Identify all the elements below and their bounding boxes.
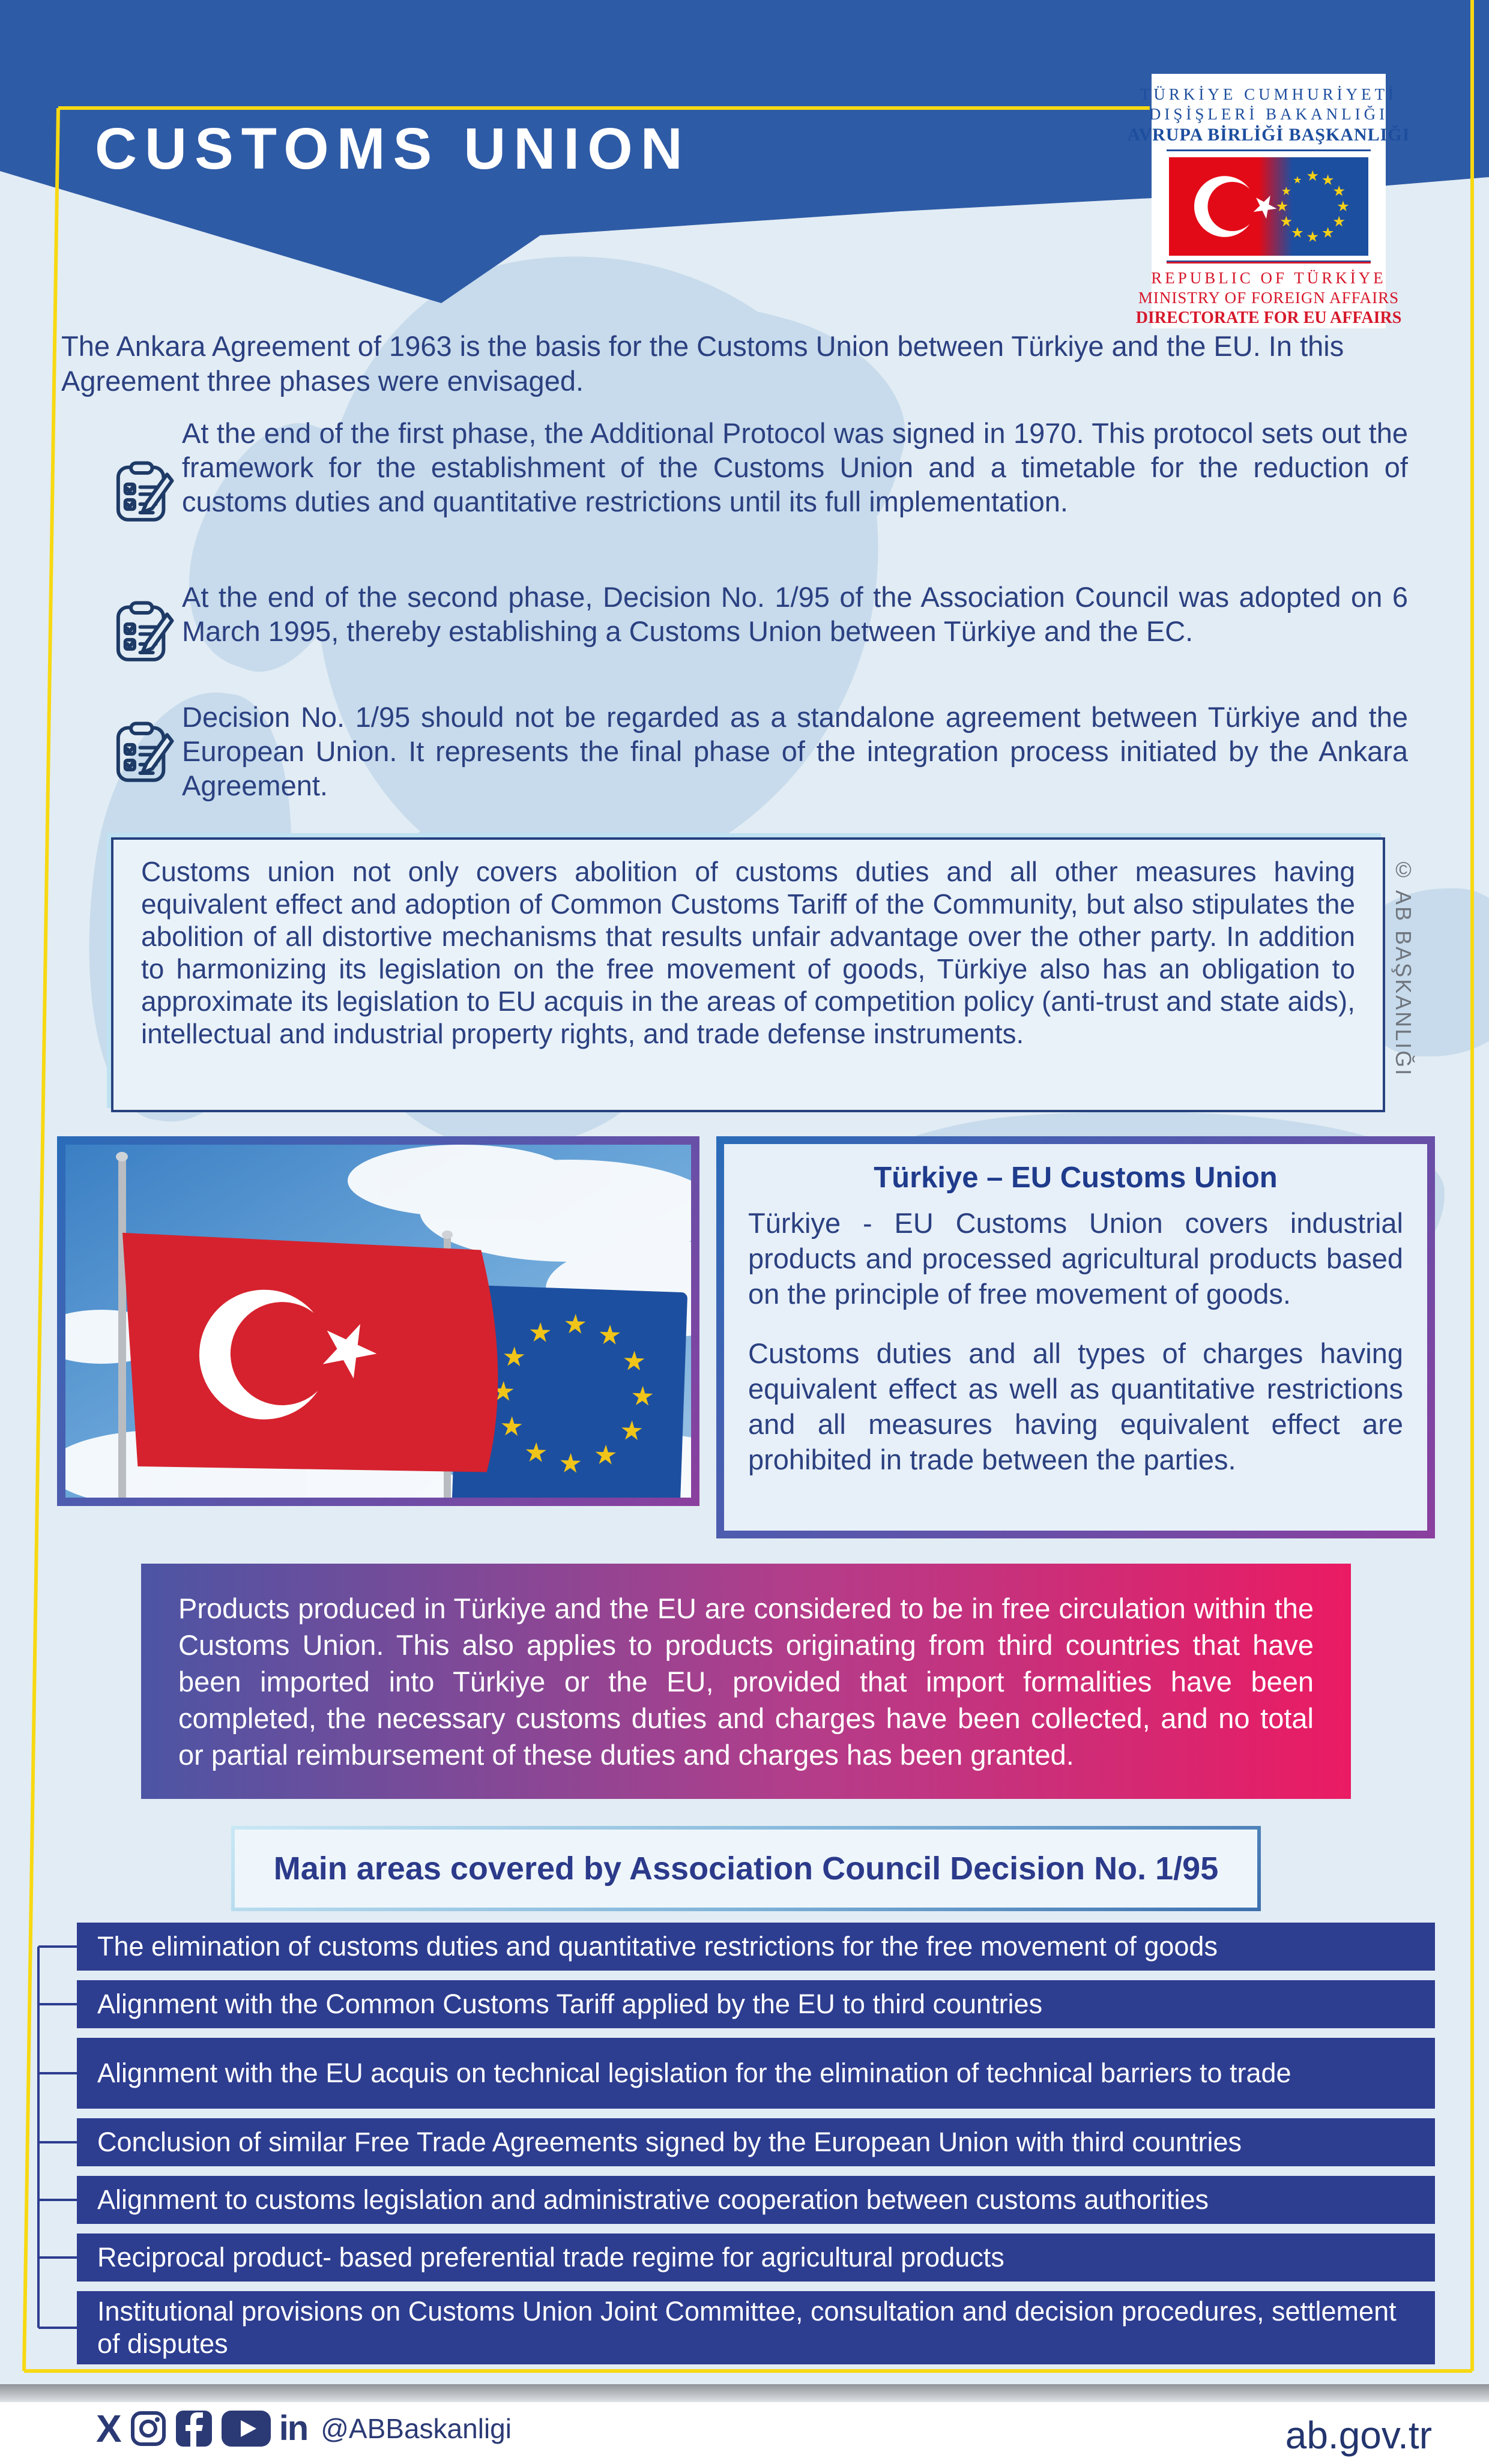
- logo-divider-blue: [1167, 149, 1371, 151]
- bullet-paragraph: At the end of the first phase, the Additional Protocol was signed in 1970. This protocol sets out the framework for the establishment of the Customs Union and a timetable for the reduction of customs duties and quantitative restrictions until its full implementation.: [182, 417, 1408, 517]
- customs-union-scope-box: Customs union not only covers abolition of customs duties and all other measures having equivalent effect and adoption of Common Customs Tariff of the Community, but also stipulates the abolition of all distortive mechanisms that results unfair advantage over the other party. In addition to harmonizing its legislation on the free movement of goods, Türkiye also has an obligation to approximate its legislation to EU acquis in the areas of competition policy (anti-trust and state aids), intellectual and industrial property rights, and trade defense instruments.: [111, 837, 1385, 1112]
- copyright-credit: © AB BAŞKANLIĞI: [1391, 857, 1416, 1077]
- free-circulation-box: Products produced in Türkiye and the EU are considered to be in free circulation within the Customs Union. This also applies to products originating from third countries that have been imported into Türkiye or the EU, provided that import formalities have been completed, the necessary customs duties and charges have been collected, and no total or partial reimbursement of these duties and charges has been granted.: [141, 1564, 1351, 1799]
- list-item: Alignment to customs legislation and administrative cooperation between customs authorities: [77, 2176, 1435, 2224]
- logo-text-en-3: DIRECTORATE FOR EU AFFAIRS: [1135, 309, 1402, 327]
- social-handle[interactable]: @ABBaskanligi: [321, 2413, 512, 2444]
- main-areas-heading: Main areas covered by Association Council Decision No. 1/95: [235, 1830, 1257, 1908]
- list-item: Institutional provisions on Customs Union Joint Committee, consultation and decision procedures, settlement of disputes: [77, 2291, 1435, 2364]
- list-item: Conclusion of similar Free Trade Agreements signed by the European Union with third countries: [77, 2118, 1435, 2166]
- bullet-paragraph: Decision No. 1/95 should not be regarded as a standalone agreement between Türkiye and the European Union. It represents the final phase of the integration process initiated by the Ankara Agreement.: [182, 701, 1408, 801]
- logo-text-tr-3: AVRUPA BİRLİĞİ BAŞKANLIĞI: [1127, 125, 1410, 145]
- turkiye-eu-flag-icon: [1167, 157, 1371, 256]
- list-item: The elimination of customs duties and quantitative restrictions for the free movement of goods: [77, 1923, 1435, 1971]
- ministry-logo: [1127, 74, 1410, 328]
- list-item: Alignment with the Common Customs Tariff applied by the EU to third countries: [77, 1980, 1435, 2028]
- intro-paragraph: The Ankara Agreement of 1963 is the basis for the Customs Union between Türkiye and the EU. In this Agreement three phases were envisaged.: [61, 330, 1344, 397]
- info-box-paragraph: Türkiye - EU Customs Union covers industrial products and processed agricultural products based on the principle of free movement of goods.: [748, 1207, 1403, 1310]
- x-twitter-icon[interactable]: X: [96, 2407, 122, 2450]
- info-box-paragraph: Customs duties and all types of charges having equivalent effect as well as quantitative restrictions and all measures having equivalent effect are prohibited in trade between the parties.: [748, 1337, 1403, 1475]
- list-item: Alignment with the EU acquis on technical legislation for the elimination of technical barriers to trade: [77, 2038, 1435, 2109]
- logo-text-tr-1: TÜRKİYE CUMHURİYETİ: [1140, 85, 1398, 103]
- bullet-paragraph: At the end of the second phase, Decision No. 1/95 of the Association Council was adopted on 6 March 1995, thereby establishing a Customs Union between Türkiye and the EC.: [182, 581, 1408, 647]
- logo-divider-red: [1167, 261, 1371, 264]
- logo-text-tr-2: DIŞİŞLERİ BAKANLIĞI: [1149, 105, 1389, 123]
- logo-text-en-1: REPUBLIC OF TÜRKİYE: [1151, 269, 1386, 287]
- logo-text-en-2: MINISTRY OF FOREIGN AFFAIRS: [1138, 289, 1400, 307]
- page-title: CUSTOMS UNION: [95, 116, 690, 181]
- list-item: Reciprocal product- based preferential trade regime for agricultural products: [77, 2234, 1435, 2282]
- website-link[interactable]: ab.gov.tr: [1285, 2414, 1432, 2457]
- info-box-title: Türkiye – EU Customs Union: [874, 1161, 1278, 1194]
- linkedin-icon[interactable]: in: [279, 2409, 308, 2448]
